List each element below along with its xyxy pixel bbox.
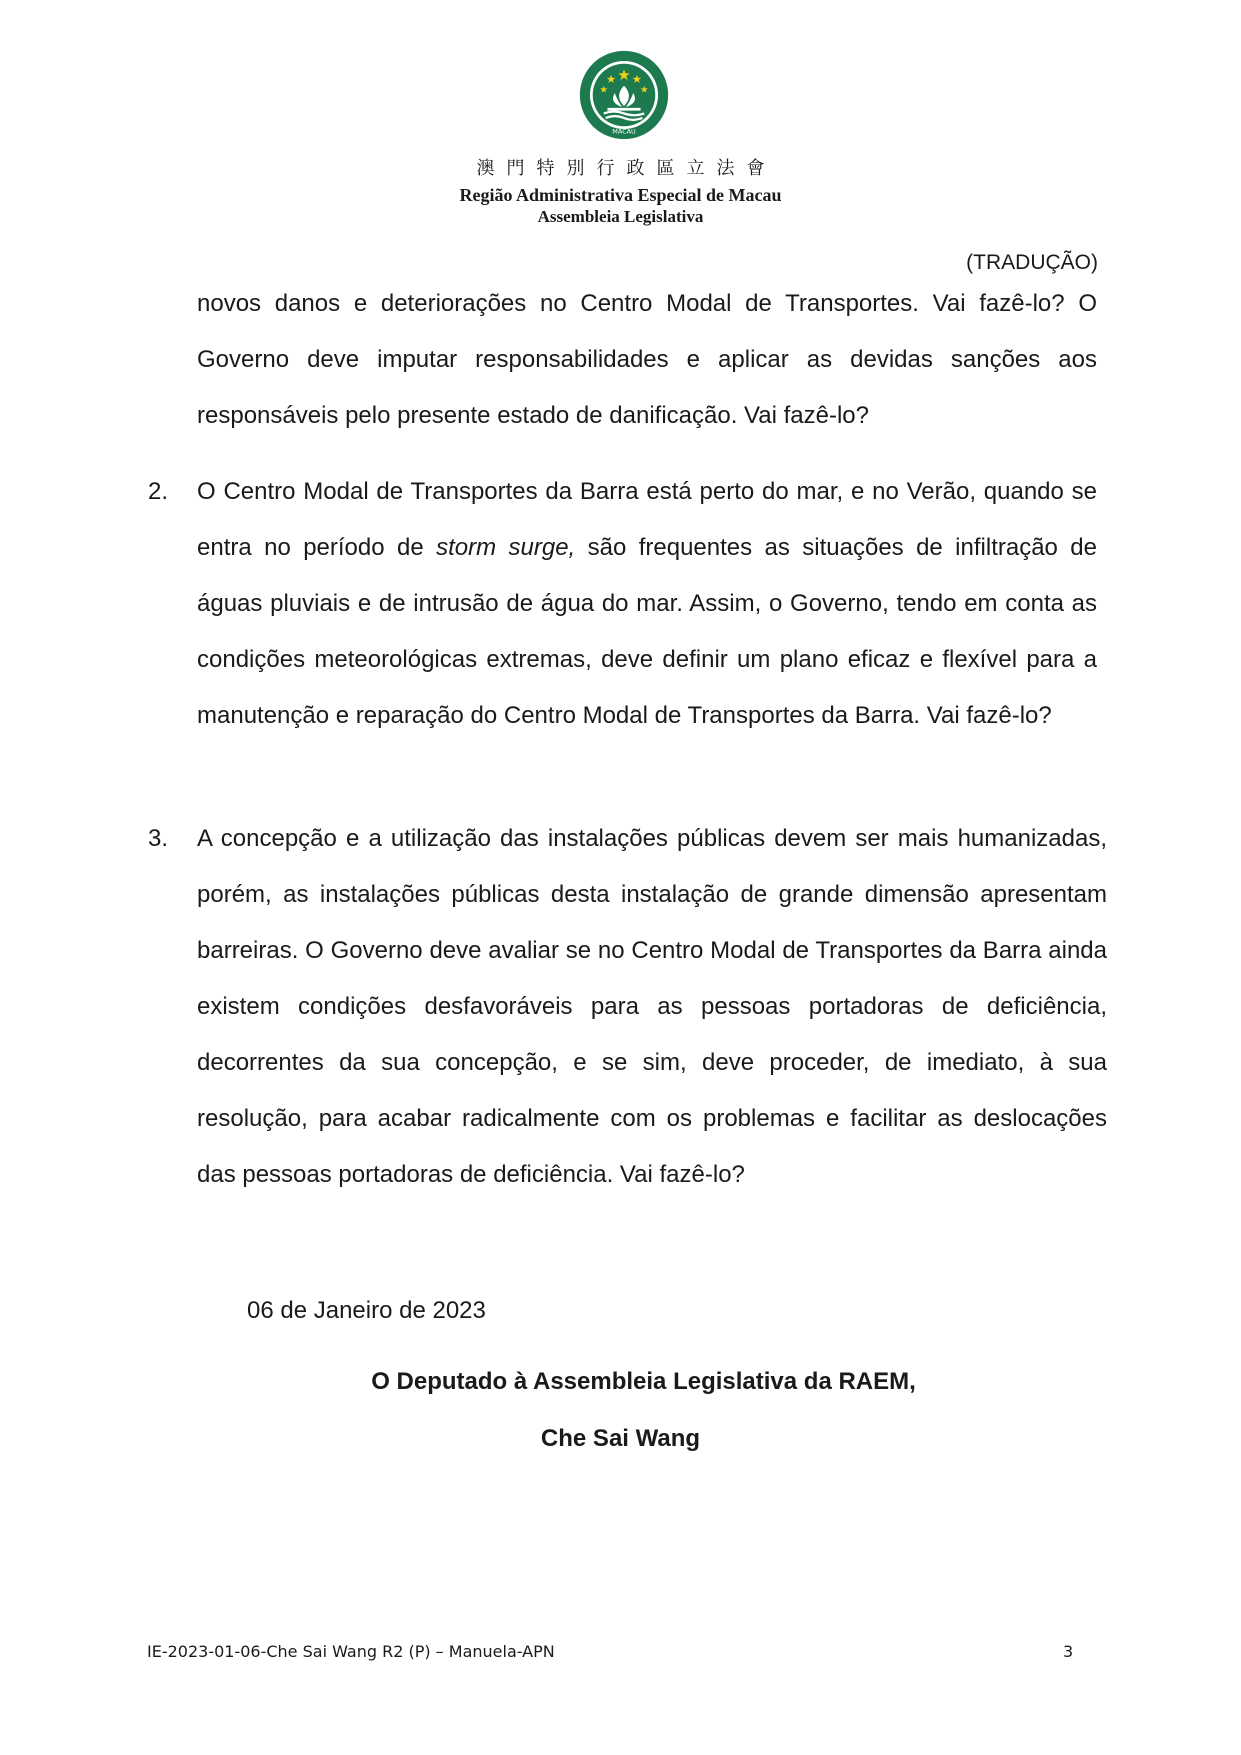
assembly-title: Assembleia Legislativa: [537, 207, 704, 226]
list-item-text: [197, 464, 1097, 744]
emblem-label: MACAU: [612, 127, 636, 136]
list-item-text-part: O Centro Modal de Transportes da Barra está perto do mar, e no Verão, quando se entra no período de: [197, 478, 1097, 561]
document-date: 06 de Janeiro de 2023: [247, 1297, 486, 1324]
signature-name: Che Sai Wang: [540, 1425, 701, 1452]
italic-term: storm surge,: [436, 534, 576, 561]
portuguese-title: Região Administrativa Especial de Macau: [459, 185, 782, 205]
list-item-text: A concepção e a utilização das instalações públicas devem ser mais humanizadas, porém, as instalações públicas desta instalação de grande dimensão apresentam barreiras. O Governo deve avaliar se no Centro Modal de Transportes da Barra ainda existem condições desfavoráveis para as pessoas portadoras de deficiência, decorrentes da sua concepção, e se sim, deve proceder, de imediato, à sua resolução, para acabar radicalmente com os problemas e facilitar as deslocações das pessoas portadoras de deficiência. Vai fazê-lo?: [197, 825, 1107, 1188]
translation-note: (TRADUÇÃO): [966, 251, 1098, 274]
list-item-number: 3.: [148, 825, 169, 852]
paragraph-continuation: novos danos e deteriorações no Centro Modal de Transportes. Vai fazê-lo? O Governo deve imputar responsabilidades e aplicar as devidas sanções aos responsáveis pelo presente estado de danificação. Vai fazê-lo?: [197, 290, 1097, 429]
list-item-number: 2.: [148, 478, 169, 505]
footer-reference: IE-2023-01-06-Che Sai Wang R2 (P) – Manuela-APN: [147, 1642, 555, 1661]
chinese-title: 澳門特別行政區立法會: [476, 158, 777, 179]
macau-emblem-icon: [578, 49, 670, 141]
page-number: 3: [1063, 1642, 1074, 1661]
list-item-text-part: são frequentes as situações de infiltração de águas pluviais e de intrusão de água do mar. Assim, o Governo, tendo em conta as condições meteorológicas extremas, deve definir um plano eficaz e flexível para a manutenção e reparação do Centro Modal de Transportes da Barra. Vai fazê-lo?: [197, 534, 1097, 729]
signature-role: O Deputado à Assembleia Legislativa da RAEM,: [371, 1368, 916, 1395]
